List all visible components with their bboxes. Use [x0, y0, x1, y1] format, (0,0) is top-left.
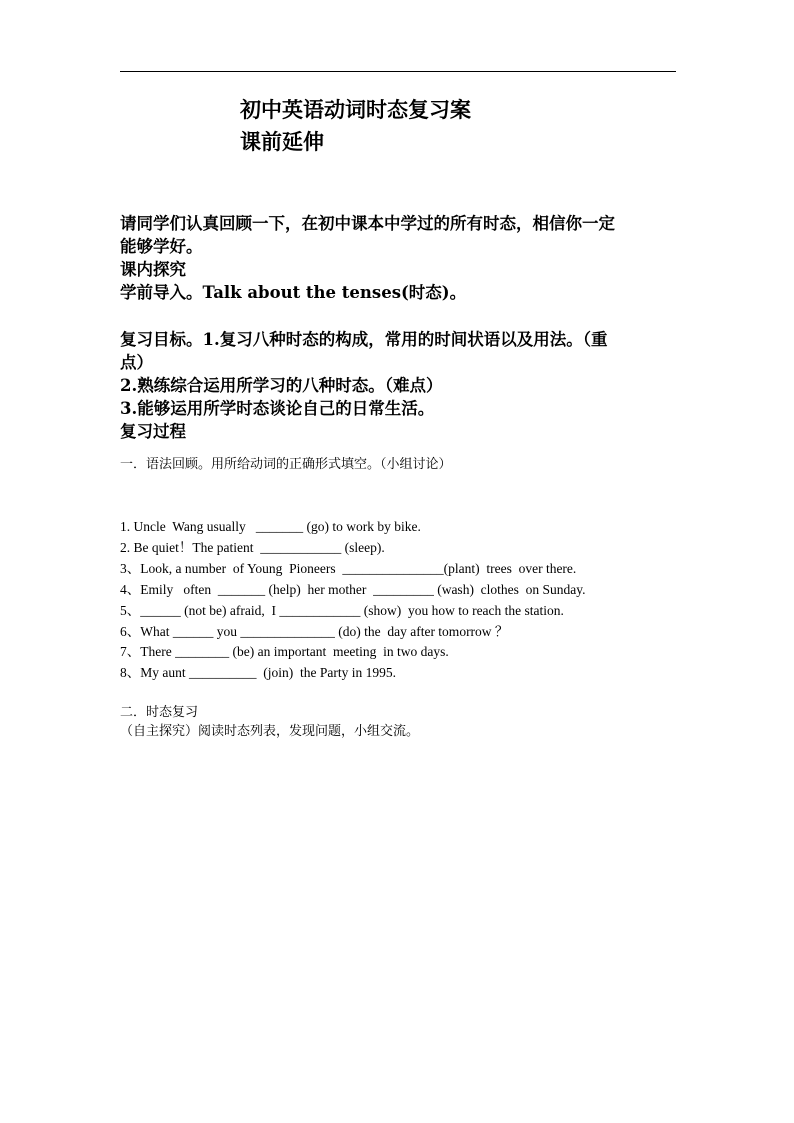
exercise-item: 4、Emily often _______ (help) her mother _________ (wash) clothes on Sunday.: [120, 581, 586, 597]
review-goal-line: 复习目标。1.复习八种时态的构成，常用的时间状语以及用法。（重: [120, 330, 608, 349]
section-heading-inclass: 课内探究: [120, 260, 186, 279]
exercise-item: 2. Be quiet！The patient ____________ (sleep).: [120, 539, 385, 555]
exercise-item: 6、What ______ you ______________ (do) the day after tomorrow ？: [120, 623, 509, 639]
review-goal-line: 3.能够运用所学时态谈论自己的日常生活。: [120, 399, 435, 418]
exercise-item: 5、______ (not be) afraid, I ____________ (show) you how to reach the station.: [120, 602, 564, 618]
page-title: 初中英语动词时态复习案: [240, 97, 471, 122]
intro-block: [120, 212, 680, 443]
intro-line: 能够学好。: [120, 237, 203, 256]
intro-line: 请同学们认真回顾一下，在初中课本中学过的所有时态，相信你一定: [120, 214, 615, 233]
exercise-item: 1. Uncle Wang usually _______ (go) to work by bike.: [120, 519, 421, 534]
section-heading-process: 复习过程: [120, 422, 186, 441]
review-goal-line: 点）: [120, 353, 153, 372]
header-rule: [120, 71, 676, 72]
exercise-list: [120, 517, 680, 684]
tense-review-note: （自主探究）阅读时态列表，发现问题，小组交流。: [120, 724, 420, 739]
intro-line: 学前导入。Talk about the tenses(时态)。: [120, 283, 467, 302]
exercise-item: 8、My aunt __________ (join) the Party in 1995.: [120, 665, 396, 681]
grammar-review-heading: 一．语法回顾。用所给动词的正确形式填空。（小组讨论）: [120, 457, 452, 472]
review-goal-line: 2.熟练综合运用所学习的八种时态。（难点）: [120, 376, 443, 395]
tense-review-heading: 二．时态复习: [120, 705, 199, 720]
exercise-item: 7、There ________ (be) an important meeting in two days.: [120, 644, 449, 660]
page-subtitle: 课前延伸: [240, 129, 324, 154]
exercise-item: 3、Look, a number of Young Pioneers _______________(plant) trees over there.: [120, 560, 577, 576]
